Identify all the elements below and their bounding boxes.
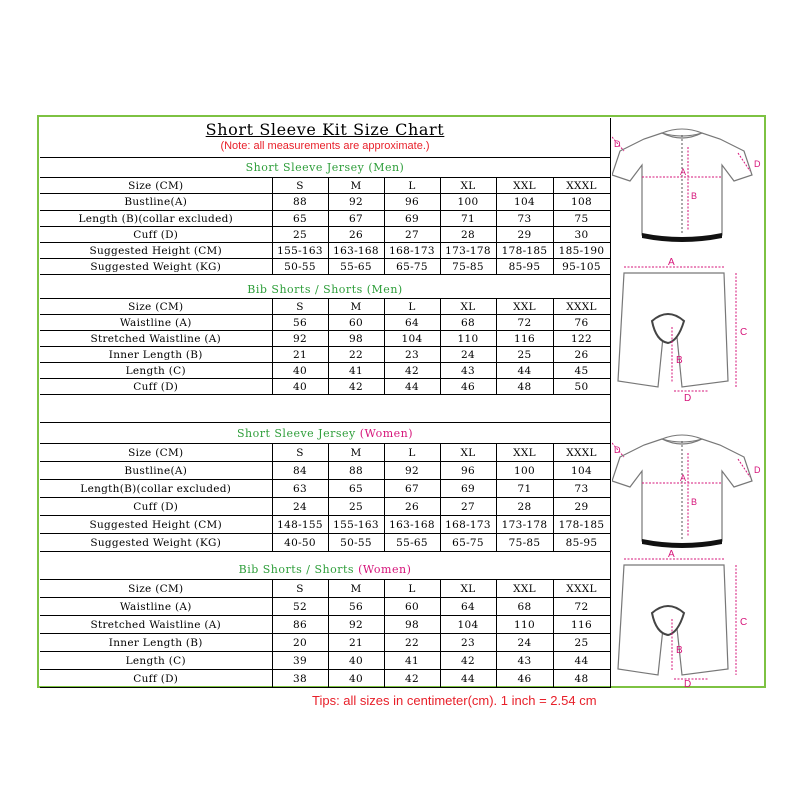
measurement-label: Waistline (A): [40, 315, 272, 331]
value-cell: 104: [553, 462, 610, 480]
measurement-label: Stretched Waistline (A): [40, 616, 272, 634]
value-cell: 25: [496, 347, 553, 363]
diagram-label: D: [754, 159, 761, 169]
diagram-label: B: [691, 497, 698, 507]
size-header-cell: XL: [440, 580, 496, 598]
value-cell: 168-173: [384, 243, 440, 259]
value-cell: 100: [440, 194, 496, 211]
section-title-gender: (Men): [366, 283, 403, 296]
value-cell: 23: [384, 347, 440, 363]
measurement-label: Suggested Weight (KG): [40, 534, 272, 552]
size-header-cell: L: [384, 580, 440, 598]
garment-diagrams: [612, 117, 764, 689]
size-header-cell: L: [384, 178, 440, 194]
size-header-cell: XXL: [496, 178, 553, 194]
table-header-row: [40, 580, 610, 598]
value-cell: 98: [328, 331, 384, 347]
value-cell: 185-190: [553, 243, 610, 259]
measurement-label: Suggested Height (CM): [40, 243, 272, 259]
value-cell: 76: [553, 315, 610, 331]
value-cell: 104: [496, 194, 553, 211]
table-row: [40, 331, 610, 347]
size-header-cell: XXL: [496, 580, 553, 598]
section-title: [40, 282, 610, 298]
value-cell: 72: [496, 315, 553, 331]
diagram-label: A: [680, 167, 687, 177]
value-cell: 100: [496, 462, 553, 480]
value-cell: 25: [328, 498, 384, 516]
size-header-cell: XL: [440, 444, 496, 462]
value-cell: 28: [440, 227, 496, 243]
value-cell: 108: [553, 194, 610, 211]
value-cell: 71: [440, 211, 496, 227]
diagram-label: A: [680, 473, 687, 483]
value-cell: 28: [496, 498, 553, 516]
diagram-label: B: [676, 645, 683, 656]
value-cell: 110: [496, 616, 553, 634]
value-cell: 42: [328, 379, 384, 395]
value-cell: 46: [440, 379, 496, 395]
size-chart-frame: [37, 115, 766, 688]
value-cell: 63: [272, 480, 328, 498]
measurement-label: Bustline(A): [40, 462, 272, 480]
size-header-cell: XXL: [496, 299, 553, 315]
value-cell: 52: [272, 598, 328, 616]
value-cell: 60: [384, 598, 440, 616]
value-cell: 41: [384, 652, 440, 670]
value-cell: 67: [384, 480, 440, 498]
value-cell: 92: [328, 616, 384, 634]
size-table: [40, 177, 611, 275]
value-cell: 71: [496, 480, 553, 498]
measurement-label: Suggested Height (CM): [40, 516, 272, 534]
value-cell: 55-65: [384, 534, 440, 552]
value-cell: 24: [496, 634, 553, 652]
value-cell: 65-75: [440, 534, 496, 552]
value-cell: 72: [553, 598, 610, 616]
value-cell: 26: [384, 498, 440, 516]
value-cell: 64: [384, 315, 440, 331]
diagram-label: A: [668, 549, 675, 560]
size-header-cell: S: [272, 299, 328, 315]
size-table: [40, 579, 611, 688]
section-title-gender: (Women): [359, 427, 414, 440]
value-cell: 75-85: [496, 534, 553, 552]
value-cell: 104: [440, 616, 496, 634]
jersey-diagram-men: [612, 117, 764, 249]
value-cell: 22: [328, 347, 384, 363]
value-cell: 24: [440, 347, 496, 363]
value-cell: 30: [553, 227, 610, 243]
value-cell: 92: [272, 331, 328, 347]
measurement-label: Bustline(A): [40, 194, 272, 211]
value-cell: 86: [272, 616, 328, 634]
measurement-label: Length (B)(collar excluded): [40, 211, 272, 227]
diagram-label: D: [614, 445, 621, 455]
table-row: [40, 498, 610, 516]
value-cell: 110: [440, 331, 496, 347]
value-cell: 27: [384, 227, 440, 243]
value-cell: 43: [440, 363, 496, 379]
value-cell: 29: [496, 227, 553, 243]
value-cell: 73: [553, 480, 610, 498]
value-cell: 73: [496, 211, 553, 227]
value-cell: 39: [272, 652, 328, 670]
size-header-cell: L: [384, 444, 440, 462]
value-cell: 42: [384, 363, 440, 379]
measurement-label: Length (C): [40, 652, 272, 670]
value-cell: 46: [496, 670, 553, 688]
size-header-label: Size (CM): [40, 178, 272, 194]
value-cell: 178-185: [553, 516, 610, 534]
table-row: [40, 243, 610, 259]
value-cell: 40: [272, 379, 328, 395]
value-cell: 67: [328, 211, 384, 227]
section-title-main: Bib Shorts / Shorts: [238, 563, 359, 576]
value-cell: 98: [384, 616, 440, 634]
value-cell: 42: [384, 670, 440, 688]
measurement-label: Suggested Weight (KG): [40, 259, 272, 275]
diagram-label: D: [754, 465, 761, 475]
value-cell: 26: [328, 227, 384, 243]
tables-area: [40, 118, 611, 687]
size-header-label: Size (CM): [40, 444, 272, 462]
value-cell: 163-168: [384, 516, 440, 534]
section-title-main: Bib Shorts / Shorts: [247, 283, 367, 296]
value-cell: 25: [553, 634, 610, 652]
size-header-cell: L: [384, 299, 440, 315]
value-cell: 41: [328, 363, 384, 379]
size-header-cell: S: [272, 178, 328, 194]
title-text: Short Sleeve Kit Size Chart: [205, 120, 445, 139]
table-row: [40, 194, 610, 211]
section-title-main: Short Sleeve Jersey: [245, 161, 369, 174]
diagram-label: B: [676, 355, 683, 366]
value-cell: 122: [553, 331, 610, 347]
size-header-cell: XL: [440, 178, 496, 194]
value-cell: 92: [328, 194, 384, 211]
diagram-label: D: [684, 679, 692, 689]
value-cell: 68: [496, 598, 553, 616]
value-cell: 168-173: [440, 516, 496, 534]
value-cell: 96: [440, 462, 496, 480]
value-cell: 68: [440, 315, 496, 331]
section-title: [40, 426, 610, 442]
table-row: [40, 616, 610, 634]
table-row: [40, 534, 610, 552]
value-cell: 21: [272, 347, 328, 363]
value-cell: 42: [440, 652, 496, 670]
value-cell: 25: [272, 227, 328, 243]
value-cell: 88: [328, 462, 384, 480]
page-title: [40, 120, 610, 139]
value-cell: 95-105: [553, 259, 610, 275]
measurement-label: Stretched Waistline (A): [40, 331, 272, 347]
shorts-diagram-men: [612, 257, 764, 403]
value-cell: 85-95: [553, 534, 610, 552]
diagram-label: B: [691, 191, 698, 201]
section-gap-divider: [40, 422, 610, 423]
size-header-label: Size (CM): [40, 299, 272, 315]
value-cell: 48: [553, 670, 610, 688]
value-cell: 20: [272, 634, 328, 652]
value-cell: 75-85: [440, 259, 496, 275]
table-row: [40, 315, 610, 331]
size-table: [40, 443, 611, 552]
diagram-label: D: [684, 393, 692, 403]
table-header-row: [40, 299, 610, 315]
table-row: [40, 634, 610, 652]
size-header-cell: M: [328, 580, 384, 598]
value-cell: 148-155: [272, 516, 328, 534]
value-cell: 45: [553, 363, 610, 379]
section-title-main: Short Sleeve Jersey: [236, 427, 360, 440]
measurement-label: Cuff (D): [40, 379, 272, 395]
measurement-label: Length (C): [40, 363, 272, 379]
value-cell: 116: [553, 616, 610, 634]
measurement-label: Cuff (D): [40, 227, 272, 243]
size-header-cell: XL: [440, 299, 496, 315]
value-cell: 22: [384, 634, 440, 652]
value-cell: 50: [553, 379, 610, 395]
value-cell: 85-95: [496, 259, 553, 275]
table-header-row: [40, 178, 610, 194]
value-cell: 48: [496, 379, 553, 395]
size-header-label: Size (CM): [40, 580, 272, 598]
size-header-cell: XXXL: [553, 580, 610, 598]
value-cell: 65: [272, 211, 328, 227]
table-header-row: [40, 444, 610, 462]
title-divider: [40, 157, 610, 158]
value-cell: 155-163: [272, 243, 328, 259]
value-cell: 173-178: [496, 516, 553, 534]
value-cell: 44: [384, 379, 440, 395]
value-cell: 178-185: [496, 243, 553, 259]
value-cell: 173-178: [440, 243, 496, 259]
value-cell: 163-168: [328, 243, 384, 259]
size-header-cell: S: [272, 580, 328, 598]
table-row: [40, 516, 610, 534]
shorts-diagram-women: [612, 549, 764, 689]
value-cell: 56: [328, 598, 384, 616]
measurement-label: Inner Length (B): [40, 347, 272, 363]
value-cell: 75: [553, 211, 610, 227]
diagram-label: A: [668, 257, 675, 268]
value-cell: 24: [272, 498, 328, 516]
value-cell: 60: [328, 315, 384, 331]
value-cell: 116: [496, 331, 553, 347]
section-title-gender: (Men): [368, 161, 405, 174]
size-header-cell: XXXL: [553, 299, 610, 315]
value-cell: 69: [384, 211, 440, 227]
table-row: [40, 652, 610, 670]
value-cell: 84: [272, 462, 328, 480]
value-cell: 88: [272, 194, 328, 211]
diagram-label: C: [740, 327, 748, 338]
value-cell: 155-163: [328, 516, 384, 534]
size-header-cell: XXL: [496, 444, 553, 462]
table-row: [40, 480, 610, 498]
value-cell: 50-55: [272, 259, 328, 275]
value-cell: 96: [384, 194, 440, 211]
value-cell: 40: [328, 652, 384, 670]
value-cell: 29: [553, 498, 610, 516]
value-cell: 40: [272, 363, 328, 379]
table-row: [40, 379, 610, 395]
section-title-gender: (Women): [358, 563, 412, 576]
diagram-label: D: [614, 139, 621, 149]
value-cell: 44: [496, 363, 553, 379]
jersey-diagram-women: [612, 423, 764, 555]
table-row: [40, 598, 610, 616]
table-row: [40, 670, 610, 688]
value-cell: 56: [272, 315, 328, 331]
value-cell: 104: [384, 331, 440, 347]
value-cell: 64: [440, 598, 496, 616]
measurement-label: Inner Length (B): [40, 634, 272, 652]
value-cell: 50-55: [328, 534, 384, 552]
size-header-cell: S: [272, 444, 328, 462]
value-cell: 44: [553, 652, 610, 670]
value-cell: 65-75: [384, 259, 440, 275]
table-row: [40, 227, 610, 243]
value-cell: 44: [440, 670, 496, 688]
value-cell: 26: [553, 347, 610, 363]
table-row: [40, 347, 610, 363]
value-cell: 21: [328, 634, 384, 652]
value-cell: 69: [440, 480, 496, 498]
value-cell: 43: [496, 652, 553, 670]
value-cell: 55-65: [328, 259, 384, 275]
table-row: [40, 363, 610, 379]
measurement-label: Waistline (A): [40, 598, 272, 616]
tips-text: Tips: all sizes in centimeter(cm). 1 inch = 2.54 cm: [312, 693, 597, 708]
size-header-cell: XXXL: [553, 178, 610, 194]
value-cell: 23: [440, 634, 496, 652]
table-row: [40, 211, 610, 227]
section-title: [40, 160, 610, 176]
table-row: [40, 259, 610, 275]
value-cell: 92: [384, 462, 440, 480]
size-header-cell: M: [328, 299, 384, 315]
value-cell: 27: [440, 498, 496, 516]
value-cell: 40: [328, 670, 384, 688]
measurement-label: Cuff (D): [40, 670, 272, 688]
value-cell: 38: [272, 670, 328, 688]
diagram-label: C: [740, 617, 748, 628]
size-header-cell: M: [328, 444, 384, 462]
measurement-note: (Note: all measurements are approximate.): [220, 140, 430, 152]
table-row: [40, 462, 610, 480]
size-header-cell: M: [328, 178, 384, 194]
section-title: [40, 562, 610, 578]
size-table: [40, 298, 611, 395]
measurement-label: Length(B)(collar excluded): [40, 480, 272, 498]
size-header-cell: XXXL: [553, 444, 610, 462]
value-cell: 65: [328, 480, 384, 498]
value-cell: 40-50: [272, 534, 328, 552]
measurement-label: Cuff (D): [40, 498, 272, 516]
